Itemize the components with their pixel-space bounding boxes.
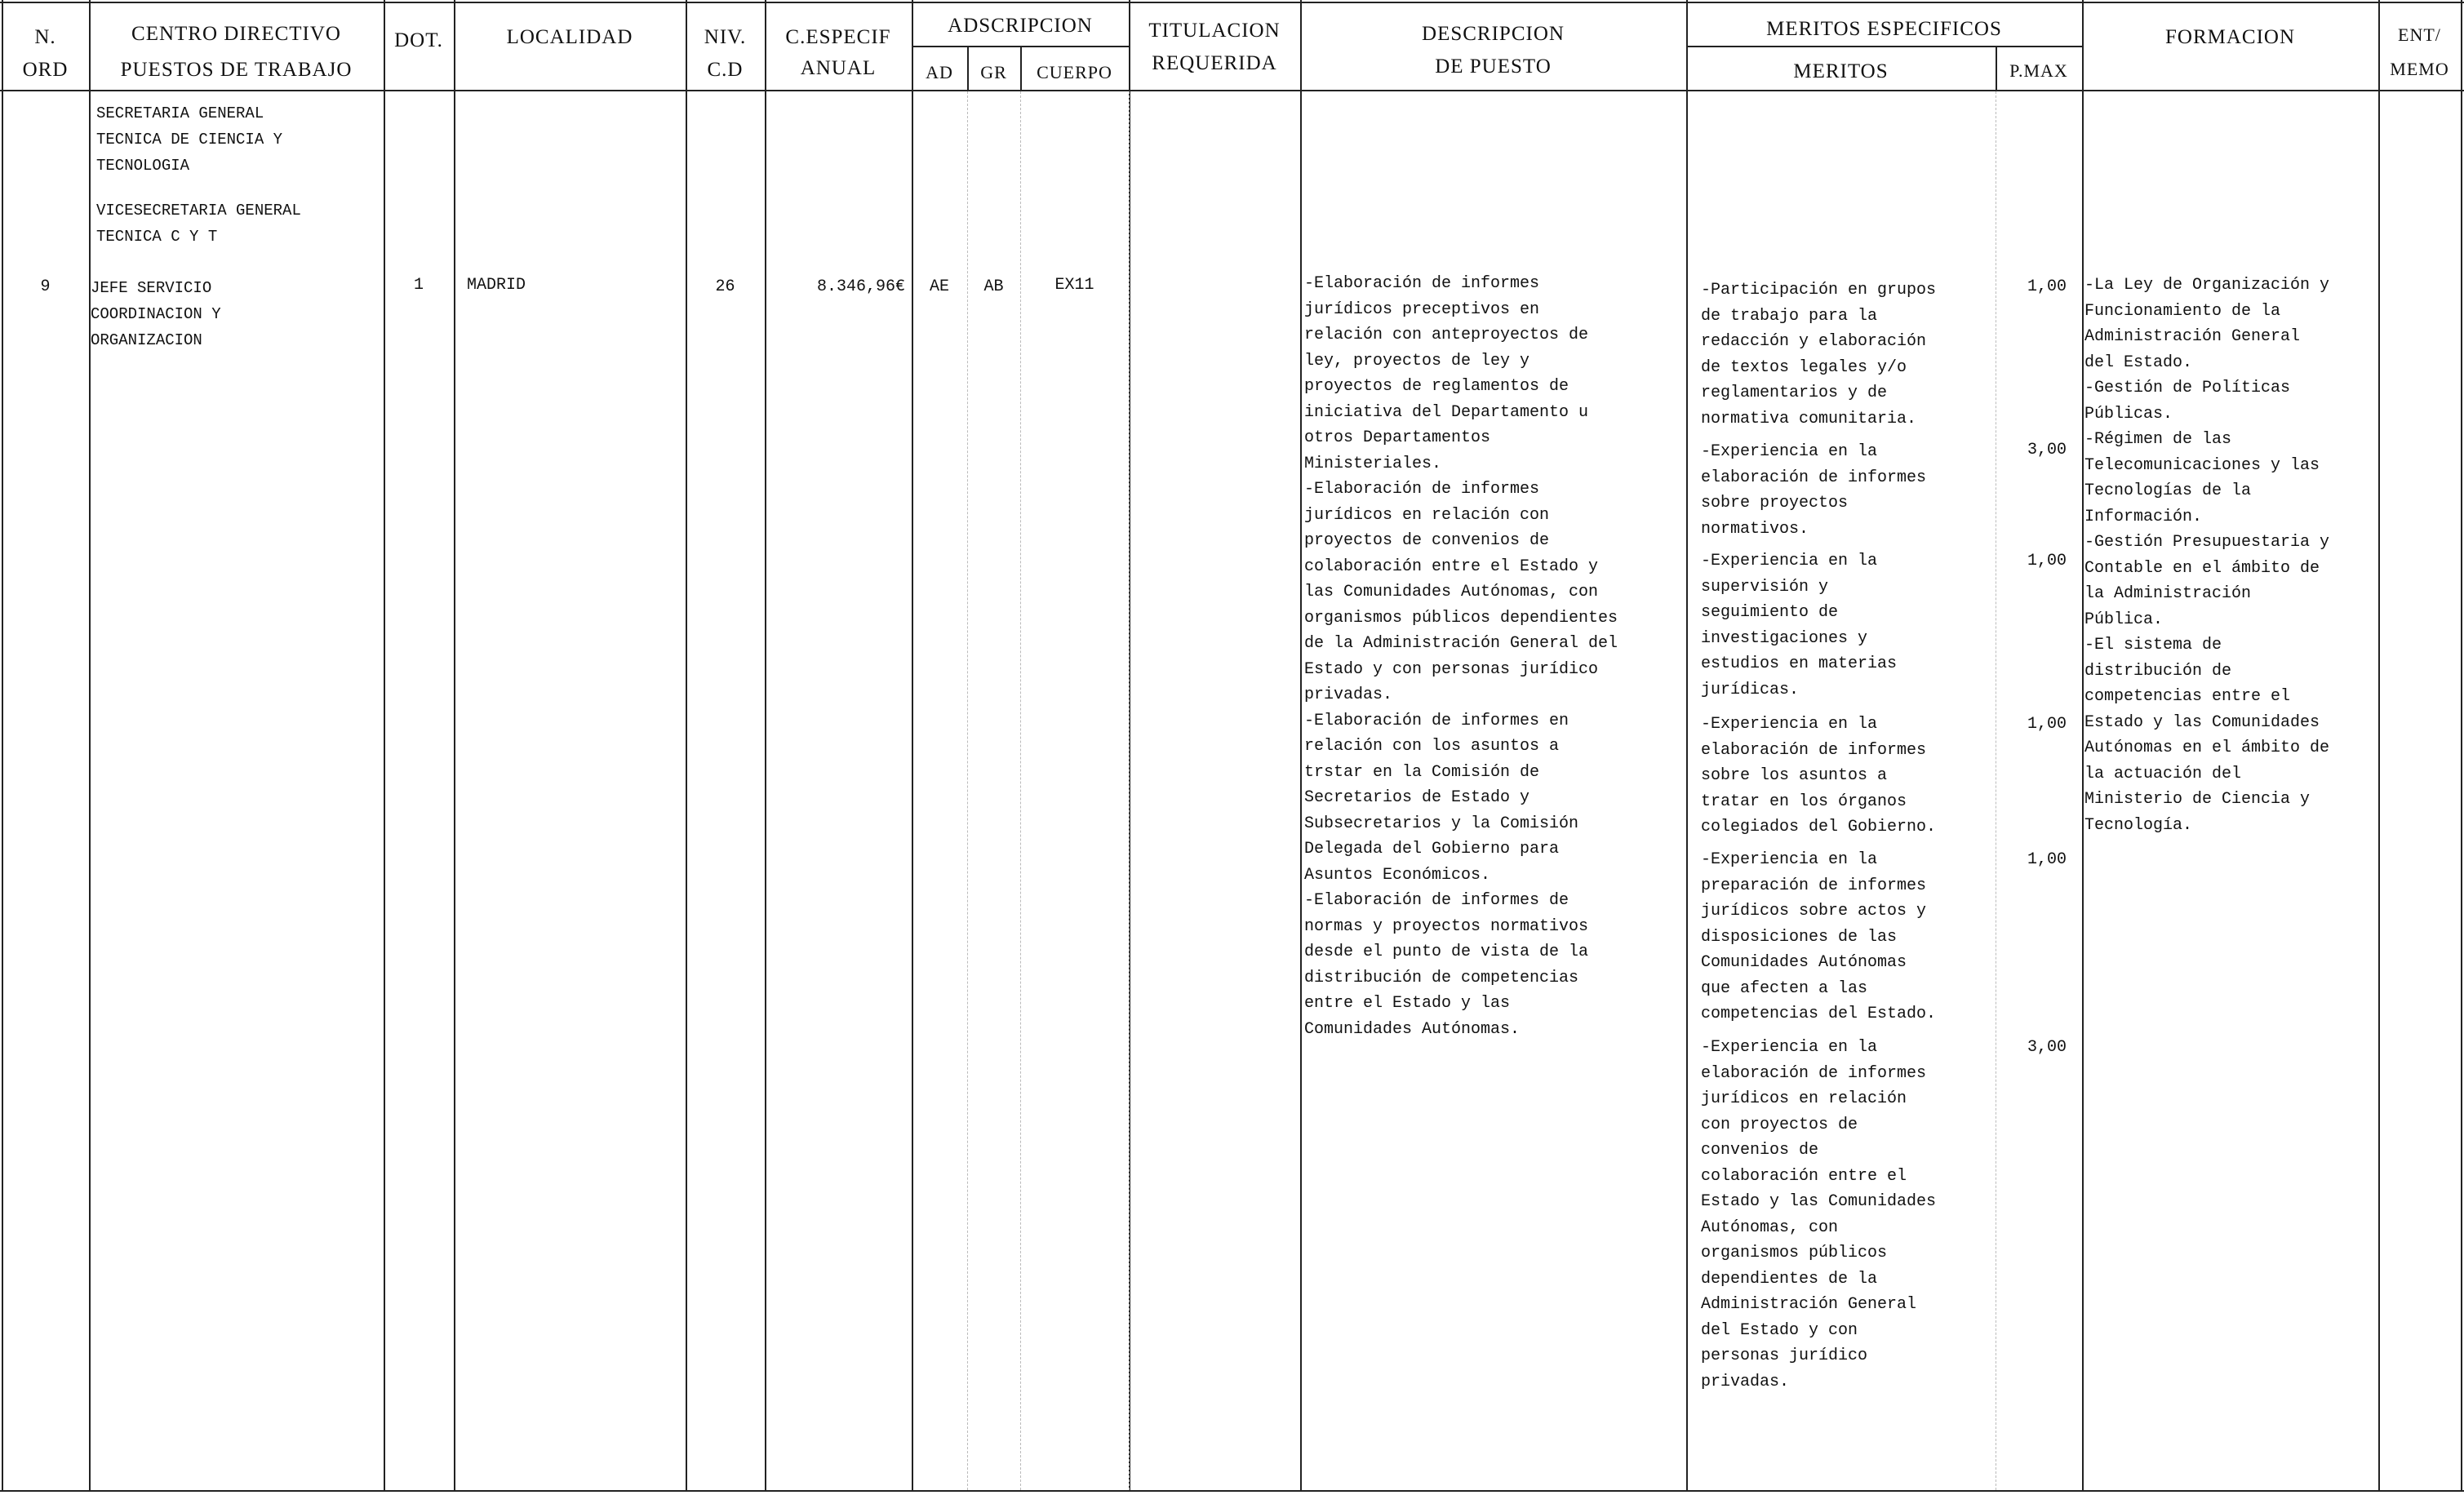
- body-dash-rule: [967, 91, 968, 1490]
- header-de-puesto: DE PUESTO: [1435, 55, 1552, 78]
- header-ad: AD: [926, 62, 953, 82]
- header-gr: GR: [980, 62, 1007, 82]
- row-localidad: MADRID: [467, 276, 526, 295]
- header-meritos-especificos: MERITOS ESPECIFICOS: [1766, 18, 2002, 40]
- header-requerida: REQUERIDA: [1152, 52, 1277, 74]
- merit-pmax: 1,00: [2027, 552, 2067, 570]
- merit-item: -Experiencia en la elaboración de informes sobre proyectos normativos.: [1701, 442, 1927, 539]
- row-gr: AB: [983, 277, 1004, 296]
- merit-pmax: 1,00: [2027, 277, 2067, 296]
- body-dash-rule: [1129, 91, 1130, 1490]
- header-formacion: FORMACION: [2164, 26, 2296, 48]
- col-rule: [2378, 0, 2380, 1492]
- merit-item: -Experiencia en la elaboración de informes sobre los asuntos a tratar en los órganos colegiados del Gobierno.: [1701, 715, 1937, 836]
- header-dot: DOT.: [394, 29, 443, 51]
- header-puestos-trabajo: PUESTOS DE TRABAJO: [120, 59, 353, 81]
- col-rule: [912, 0, 913, 1492]
- header-cuerpo: CUERPO: [1037, 62, 1112, 82]
- col-rule: [89, 0, 91, 1492]
- col-rule: [384, 0, 385, 1492]
- col-rule: [1300, 0, 1302, 1492]
- header-niv: NIV.: [704, 26, 747, 48]
- merit-item: -Experiencia en la supervisión y seguimiento de investigaciones y estudios en materias jurídicas.: [1701, 552, 1898, 699]
- merit-pmax: 3,00: [2027, 441, 2067, 459]
- unit-secretaria-general: SECRETARIA GENERAL TECNICA DE CIENCIA Y TECNOLOGIA: [96, 104, 283, 175]
- header-titulacion: TITULACION: [1148, 20, 1281, 42]
- row-formacion: -La Ley de Organización y Funcionamiento de la Administración General del Estado. -Gestión de Políticas Públicas. -Régimen de las Telecomunicaciones y las Tecnologías de la Información. -Gestión Presupuestaria y Contable en el ámbito de la Administración Pública. -El sistema de distribución de competencias entre el Estado y las Comunidades Autónomas en el ámbito de la actuación del Ministerio de Ciencia y Tecnología.: [2084, 276, 2330, 835]
- header-bottom-rule: [0, 90, 2464, 91]
- col-rule: [1686, 0, 1688, 1492]
- header-ent: ENT/: [2398, 24, 2441, 45]
- header-c-especif: C.ESPECIF: [785, 26, 891, 48]
- row-ad: AE: [929, 277, 949, 296]
- merit-item: -Experiencia en la preparación de informes jurídicos sobre actos y disposiciones de las Comunidades Autónomas que afecten a las competencias del Estado.: [1701, 850, 1937, 1023]
- unit-vicesecretaria: VICESECRETARIA GENERAL TECNICA C Y T: [96, 202, 301, 246]
- header-centro-directivo: CENTRO DIRECTIVO: [131, 23, 341, 45]
- header-adscripcion: ADSCRIPCION: [948, 15, 1093, 37]
- col-rule: [686, 0, 687, 1492]
- row-descripcion: -Elaboración de informes jurídicos preceptivos en relación con anteproyectos de ley, proyectos de ley y proyectos de reglamentos de iniciativa del Departamento u otros Departamentos Ministeriales. -Elaboración de informes jurídicos en relación con proyectos de convenios de colaboración entre el Estado y las Comunidades Autónomas, con organismos públicos dependientes de la Administración General del Estado y con personas jurídico privadas. -Elaboración de informes en relación con los asuntos a trstar en la Comisión de Secretarios de Estado y Subsecretarios y la Comisión Delegada del Gobierno para Asuntos Económicos. -Elaboración de informes de normas y proyectos normativos desde el punto de vista de la distribución de competencias entre el Estado y las Comunidades Autónomas.: [1304, 274, 1618, 1039]
- merit-pmax: 1,00: [2027, 715, 2067, 734]
- table-bottom-border: [0, 1490, 2464, 1492]
- col-rule: [2, 0, 3, 1492]
- meritos-subrule: [1686, 46, 2082, 47]
- merit-pmax: 1,00: [2027, 850, 2067, 869]
- col-rule: [2082, 0, 2084, 1492]
- header-n: N.: [34, 26, 56, 48]
- row-c-especif: 8.346,96€: [816, 277, 905, 296]
- merit-item: -Experiencia en la elaboración de informes jurídicos en relación con proyectos de convenios de colaboración entre el Estado y las Comunidades Autónomas, con organismos públicos dependientes de la Administración General del Estado y con personas jurídico privadas.: [1701, 1038, 1937, 1391]
- col-rule: [2461, 0, 2462, 1492]
- header-memo: MEMO: [2390, 59, 2449, 79]
- header-ord: ORD: [22, 59, 69, 81]
- row-puesto: JEFE SERVICIO COORDINACION Y ORGANIZACION: [91, 279, 221, 349]
- header-pmax: P.MAX: [2009, 60, 2068, 81]
- header-localidad: LOCALIDAD: [506, 26, 633, 48]
- table-top-border: [0, 2, 2464, 3]
- header-cd: C.D: [707, 59, 744, 81]
- row-cuerpo: EX11: [1054, 276, 1094, 295]
- header-anual: ANUAL: [800, 57, 877, 79]
- merit-pmax: 3,00: [2027, 1038, 2067, 1057]
- header-descripcion: DESCRIPCION: [1422, 23, 1565, 45]
- row-dot: 1: [413, 276, 424, 295]
- body-dash-rule: [1020, 91, 1021, 1490]
- row-n-ord: 9: [40, 277, 51, 296]
- col-rule: [454, 0, 455, 1492]
- row-nivel: 26: [715, 277, 735, 296]
- col-rule: [765, 0, 766, 1492]
- header-meritos: MERITOS: [1793, 60, 1889, 82]
- merit-item: -Participación en grupos de trabajo para la redacción y elaboración de textos legales y/o reglamentarios y de normativa comunitaria.: [1701, 281, 1937, 428]
